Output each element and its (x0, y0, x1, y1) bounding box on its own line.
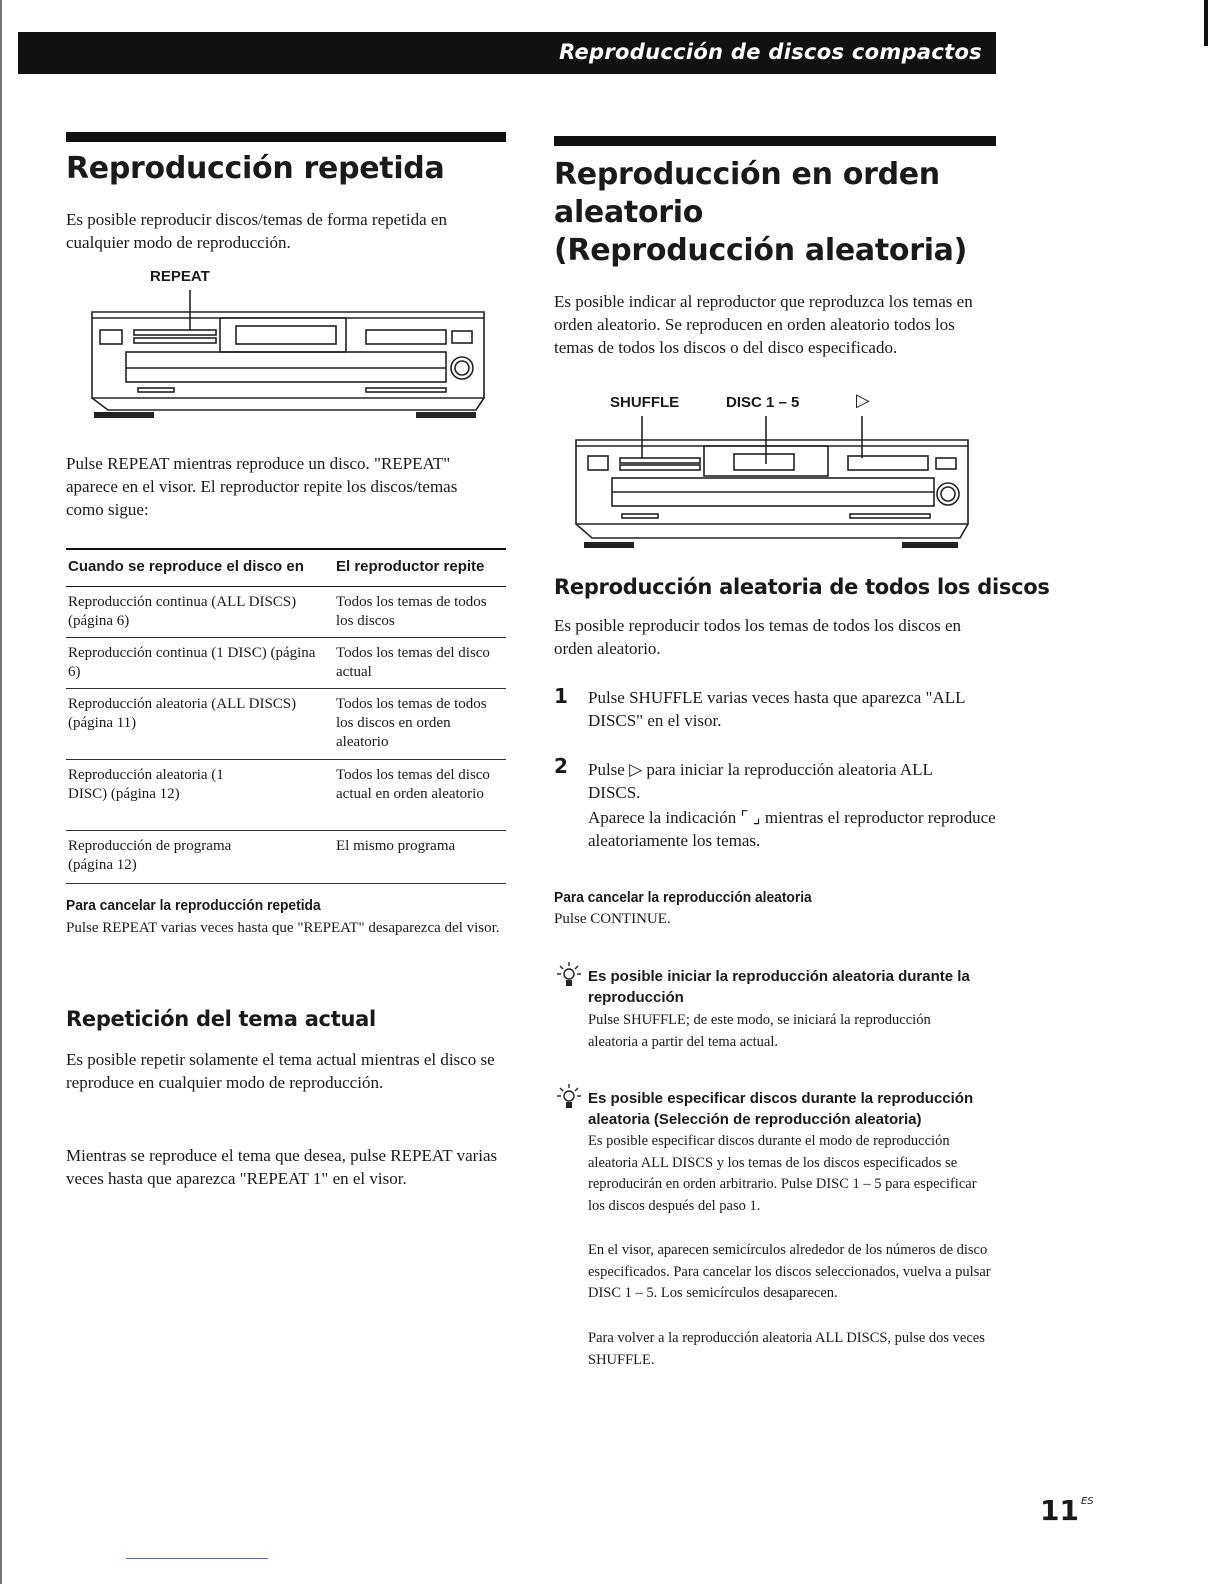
cancel-shuffle-title: Para cancelar la reproducción aleatoria (554, 889, 812, 906)
table-cell-repeats: Todos los temas de todos los discos (336, 594, 487, 629)
shuffle-all-p1: Es posible reproducir todos los temas de todos los discos en orden aleatorio. (554, 616, 962, 658)
play-figure-label: ▷ (856, 390, 870, 411)
table-cell-repeats: Todos los temas de todos los discos en orden aleatorio (336, 696, 487, 750)
table-row (66, 831, 506, 884)
lightbulb-tip-icon (556, 1082, 582, 1112)
table-row (66, 587, 506, 638)
cancel-repeat-title: Para cancelar la reproducción repetida (66, 897, 321, 914)
table-row (66, 760, 506, 831)
cd-player-illustration-shuffle (572, 414, 972, 554)
right-column (554, 136, 996, 359)
table-cell-mode: Reproducción continua (1 DISC) (página 6) (68, 645, 316, 680)
tip2-body-1: Es posible especificar discos durante el modo de reproducción aleatoria ALL DISCS y los temas de los discos especificados se reproducirán en orden arbitrario. Pulse DISC 1 – 5 para especificar los discos después del paso 1. (588, 1133, 977, 1214)
shuffle-heading-line1: Reproducción en orden (554, 157, 940, 192)
heading-bar (554, 136, 996, 146)
tip2-body-2: En el visor, aparecen semicírculos alrededor de los números de disco especificados. Para cancelar los discos seleccionados, vuelva a pulsar DISC 1 – 5. Los semicírculos desaparecen. (588, 1242, 991, 1302)
table-cell-repeats: Todos los temas del disco actual en orden aleatorio (336, 767, 490, 802)
table-cell-mode: Reproducción aleatoria (ALL DISCS) (página 11) (68, 696, 297, 731)
table-header-mode: Cuando se reproduce el disco en (68, 558, 304, 575)
table-cell-mode: Reproducción de programa (página 12) (68, 838, 232, 873)
tip1-title: Es posible iniciar la reproducción aleatoria durante la reproducción (588, 968, 970, 1006)
step-text: Pulse ▷ para iniciar la reproducción aleatoria ALL DISCS. (588, 760, 933, 802)
page-edge-mark (1204, 0, 1208, 46)
repeat-track-p2: Mientras se reproduce el tema que desea, pulse REPEAT varias veces hasta que aparezca "REPEAT 1" en el visor. (66, 1146, 498, 1188)
step-text: Pulse SHUFFLE varias veces hasta que aparezca "ALL DISCS" en el visor. (588, 688, 965, 730)
table-cell-mode: Reproducción aleatoria (1 DISC) (página 12) (68, 767, 224, 802)
repeat-table (66, 548, 506, 884)
cd-player-illustration-repeat (86, 288, 496, 428)
table-row (66, 638, 506, 689)
lightbulb-tip-icon (556, 960, 582, 990)
shuffle-heading-line2: aleatorio (554, 195, 704, 230)
table-header-repeats: El reproductor repite (336, 558, 485, 575)
repeat-play-heading: Reproducción repetida (66, 151, 445, 186)
tip2-body-3: Para volver a la reproducción aleatoria ALL DISCS, pulse dos veces SHUFFLE. (588, 1330, 985, 1368)
page-number (1040, 1494, 1094, 1527)
table-cell-repeats: El mismo programa (336, 838, 456, 854)
section-header-title: Reproducción de discos compactos (559, 40, 982, 64)
shuffle-heading (554, 156, 996, 270)
tip1-body: Pulse SHUFFLE; de este modo, se iniciará la reproducción aleatoria a partir del tema actual. (588, 1012, 931, 1050)
bottom-rule (126, 1558, 268, 1559)
repeat-figure-label: REPEAT (150, 268, 210, 285)
tip2-title: Es posible especificar discos durante la reproducción aleatoria (Selección de reproducción aleatoria) (588, 1090, 974, 1128)
repeat-intro: Es posible reproducir discos/temas de forma repetida en cualquier modo de reproducción. (66, 210, 447, 252)
shuffle-figure-label: SHUFFLE (610, 394, 680, 411)
disc-figure-label: DISC 1 – 5 (726, 394, 800, 411)
page-number-value: 11 (1040, 1494, 1079, 1527)
table-cell-mode: Reproducción continua (ALL DISCS) (página 6) (68, 594, 297, 629)
repeat-track-p1: Es posible repetir solamente el tema actual mientras el disco se reproduce en cualquier modo de reproducción. (66, 1050, 495, 1092)
step-number: 1 (554, 684, 568, 708)
repeat-instructions: Pulse REPEAT mientras reproduce un disco. "REPEAT" aparece en el visor. El reproductor repite los discos/temas como sigue: (66, 454, 458, 519)
shuffle-all-heading: Reproducción aleatoria de todos los discos (554, 575, 1050, 599)
section-header (18, 32, 996, 74)
table-header-row (66, 548, 506, 587)
repeat-track-heading: Repetición del tema actual (66, 1007, 376, 1031)
table-cell-repeats: Todos los temas del disco actual (336, 645, 490, 680)
shuffle-intro: Es posible indicar al reproductor que reproduzca los temas en orden aleatorio. Se reproducen en orden aleatorio todos los temas de todos los discos o del disco especificado. (554, 292, 973, 357)
shuffle-heading-line3: (Reproducción aleatoria) (554, 233, 968, 268)
step-number: 2 (554, 754, 568, 778)
table-row (66, 689, 506, 760)
page-edge-line (0, 0, 2, 1584)
heading-bar (66, 132, 506, 142)
left-column (66, 132, 506, 254)
cancel-repeat-body: Pulse REPEAT varias veces hasta que "REPEAT" desaparezca del visor. (66, 920, 500, 936)
step-text-indicator: Aparece la indicación ⌜ ⌟ mientras el reproductor reproduce aleatoriamente los temas. (588, 808, 996, 850)
cancel-shuffle-body: Pulse CONTINUE. (554, 911, 671, 927)
page-number-suffix: ES (1080, 1496, 1094, 1507)
